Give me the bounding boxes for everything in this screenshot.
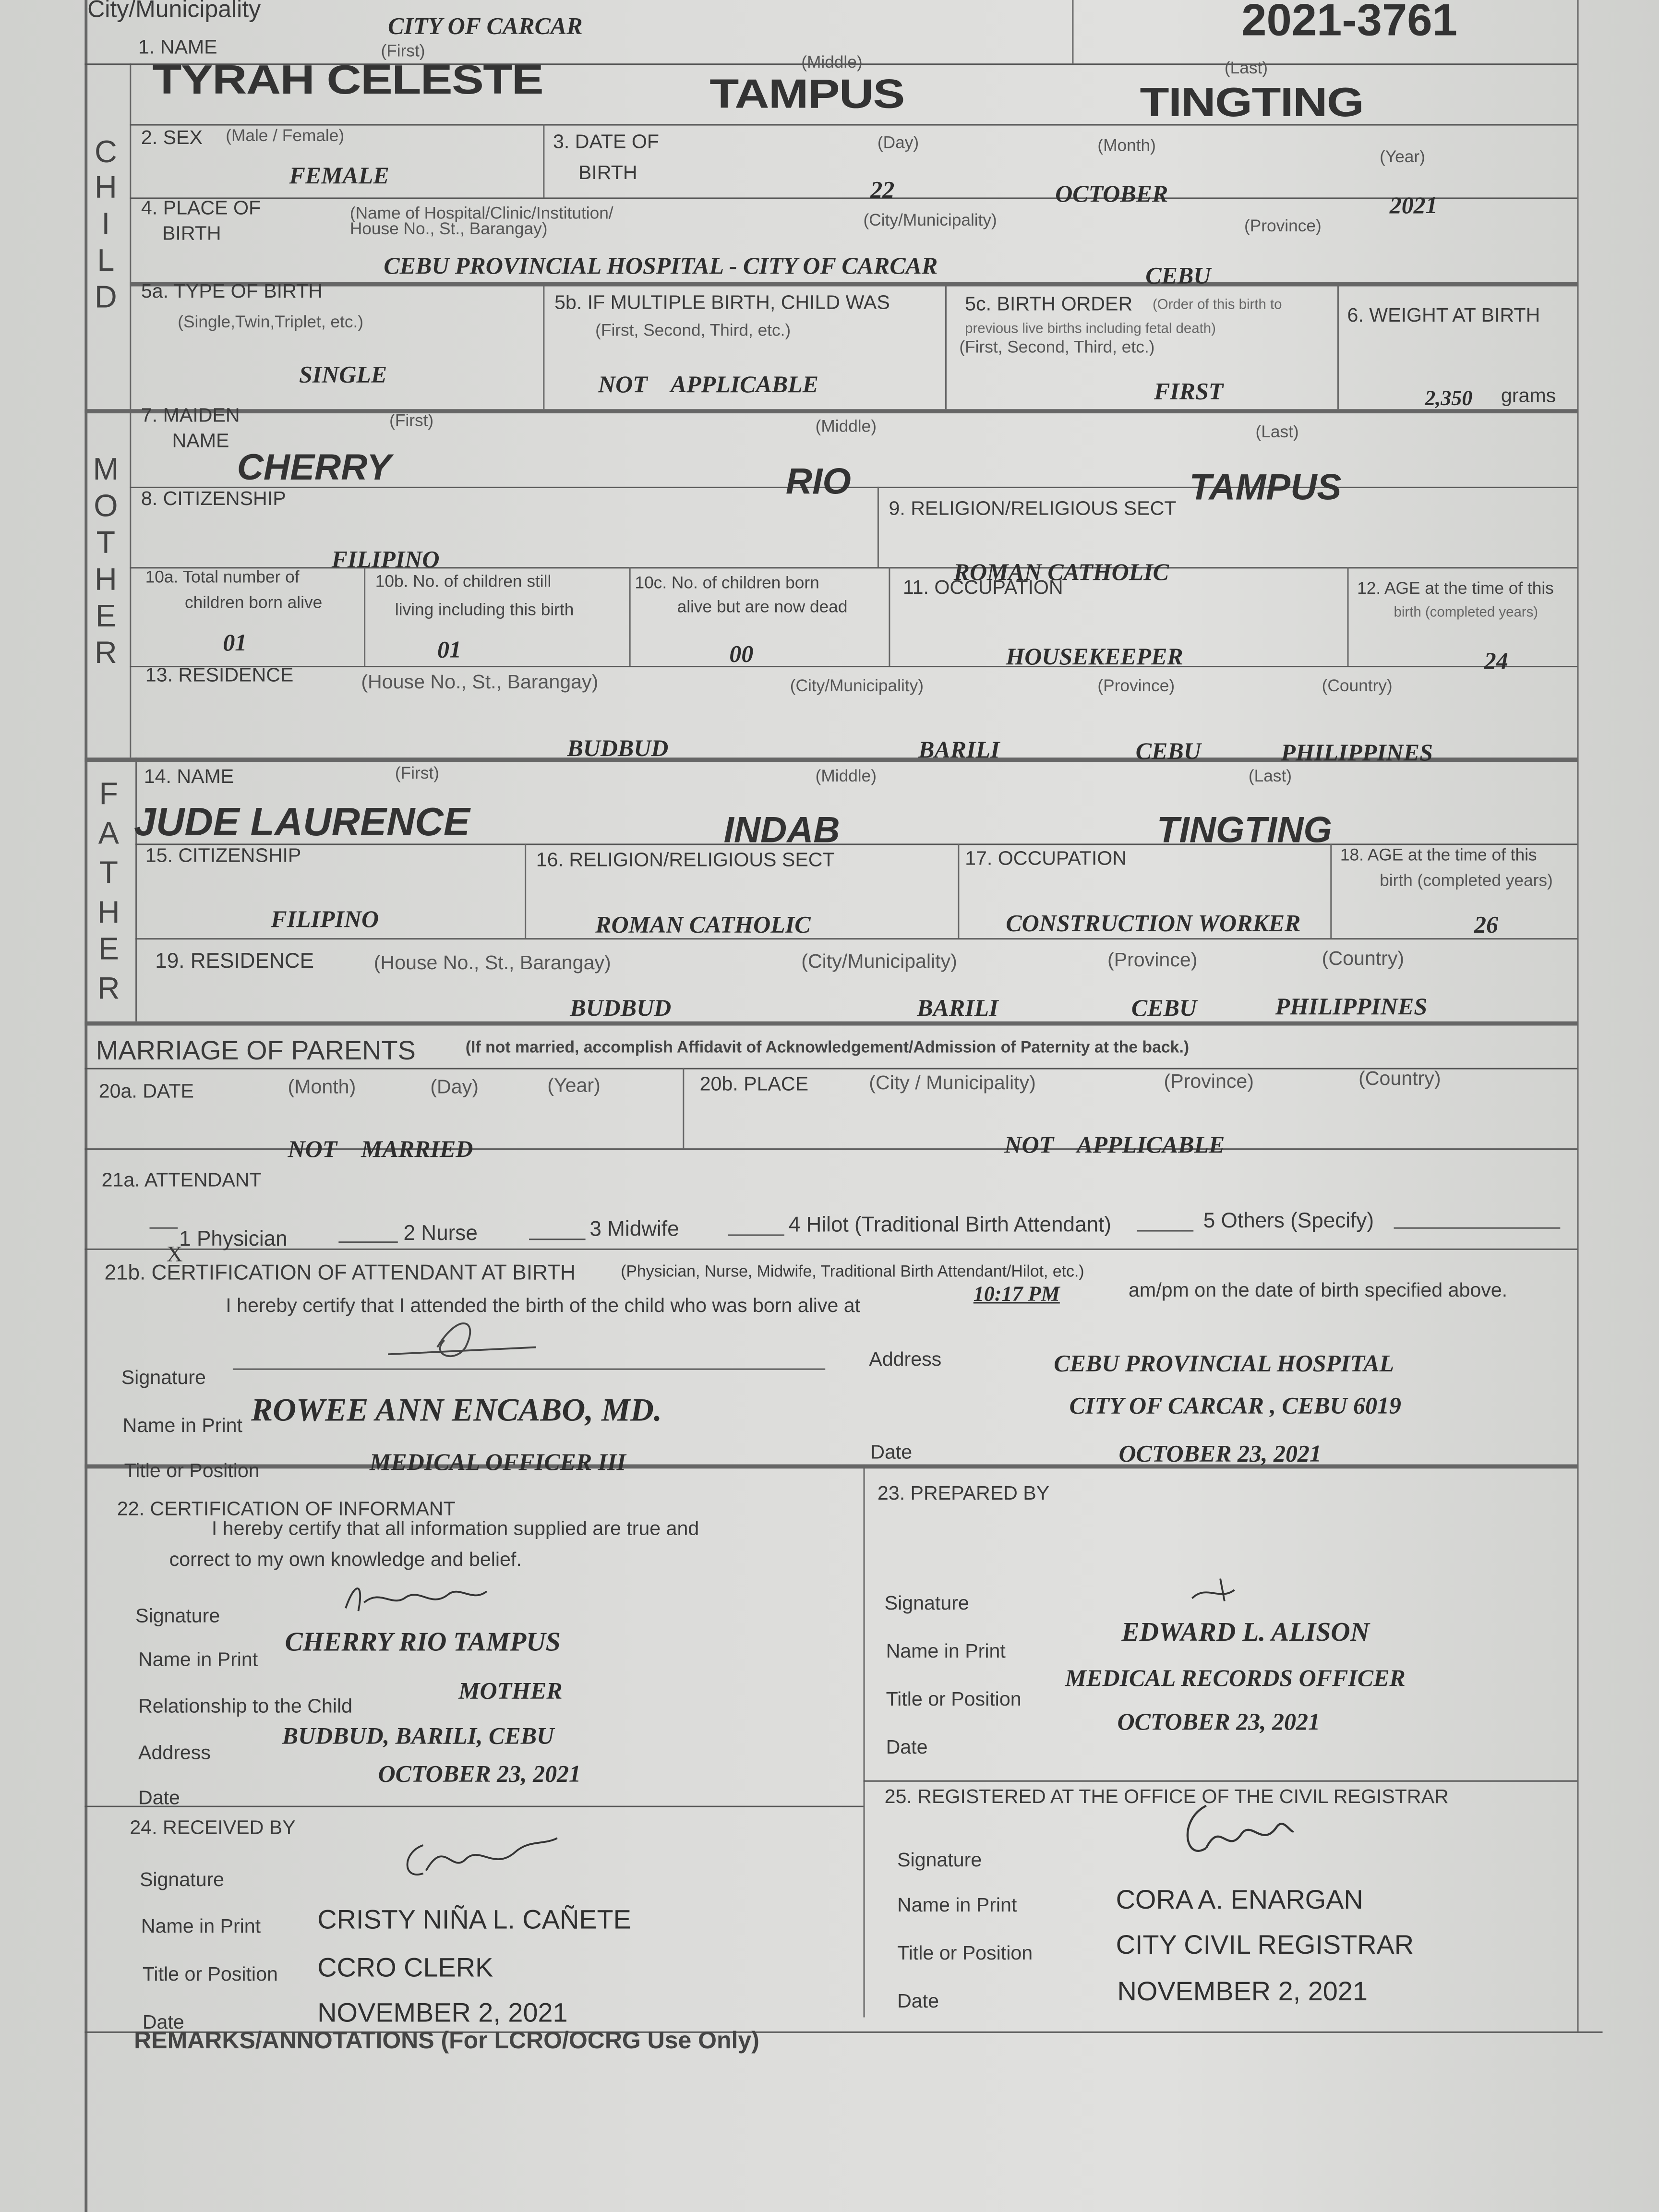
first-label: (First) — [381, 41, 425, 61]
weight-label: 6. WEIGHT AT BIRTH — [1347, 303, 1540, 326]
side-letter: E — [98, 931, 119, 967]
month-label: (Month) — [288, 1075, 356, 1098]
marriage-date-label: 20a. DATE — [98, 1079, 194, 1102]
father-religion: ROMAN CATHOLIC — [595, 911, 811, 938]
marriage-title: MARRIAGE OF PARENTS — [96, 1037, 416, 1067]
rule — [958, 843, 959, 938]
received-by-name: CRISTY NIÑA L. CAÑETE — [317, 1906, 631, 1936]
attendant-option-hilot[interactable]: 4 Hilot (Traditional Birth Attendant) — [788, 1213, 1111, 1238]
date-label: Date — [138, 1786, 180, 1809]
name-in-print-label: Name in Print — [897, 1893, 1017, 1916]
sex-label: 2. SEX — [141, 125, 203, 148]
rule — [130, 197, 1577, 199]
rule — [889, 567, 890, 666]
relationship-label: Relationship to the Child — [138, 1694, 353, 1717]
registered-title: 25. REGISTERED AT THE OFFICE OF THE CIVIL REGISTRAR — [884, 1784, 1449, 1807]
right-border — [1577, 0, 1579, 2032]
mother-citizenship-label: 8. CITIZENSHIP — [141, 486, 286, 509]
pob-city-label: (City/Municipality) — [863, 210, 997, 230]
received-by-position: CCRO CLERK — [317, 1954, 493, 1984]
received-by-signature — [395, 1831, 565, 1888]
marriage-note: (If not married, accomplish Affidavit of Acknowledgement/Admission of Paternity at the back.) — [465, 1039, 1190, 1057]
marriage-place-label: 20b. PLACE — [699, 1072, 809, 1095]
mother-residence-label: 13. RESIDENCE — [145, 663, 294, 686]
father-middle-name: INDAB — [723, 808, 840, 851]
rule — [629, 567, 631, 666]
attendant-label: 21a. ATTENDANT — [101, 1168, 262, 1191]
prepared-by-signature — [1185, 1573, 1256, 1608]
child-sex: FEMALE — [289, 162, 389, 189]
mother-name-label: 7. MAIDEN — [141, 403, 240, 426]
title-label: Title or Position — [124, 1458, 260, 1481]
born-alive-label-2: children born alive — [184, 592, 323, 613]
rule — [1347, 567, 1349, 666]
side-letter: M — [93, 451, 119, 487]
side-letter: H — [97, 894, 120, 930]
last-label: (Last) — [1255, 421, 1299, 442]
middle-label: (Middle) — [815, 766, 877, 786]
father-last-name: TINGTING — [1156, 808, 1332, 851]
side-letter: O — [94, 488, 118, 524]
type-of-birth-label: 5a. TYPE OF BIRTH — [141, 279, 323, 302]
side-letter: L — [97, 242, 115, 278]
prepared-by-title: 23. PREPARED BY — [877, 1481, 1050, 1504]
birth-order-note: (Order of this birth to — [1152, 298, 1282, 313]
pob-hint: (Name of Hospital/Clinic/Institution/ — [349, 203, 613, 223]
registrar-signature — [1178, 1791, 1298, 1869]
certification-hint: (Physician, Nurse, Midwife, Traditional Birth Attendant/Hilot, etc.) — [621, 1264, 1084, 1281]
attendant-option-midwife[interactable]: 3 Midwife — [589, 1217, 679, 1242]
pob-label-2: BIRTH — [162, 221, 221, 244]
mother-last-name: TAMPUS — [1189, 465, 1342, 508]
city-label: (City / Municipality) — [869, 1070, 1036, 1094]
mother-age-label-2: birth (completed years) — [1394, 605, 1539, 621]
attendant-address-2: CITY OF CARCAR , CEBU 6019 — [1069, 1392, 1401, 1419]
pob-hint-2: House No., St., Barangay) — [349, 218, 548, 239]
city-label: City/Municipality — [87, 0, 261, 23]
rule — [864, 1780, 1577, 1782]
rule — [525, 843, 526, 938]
father-occupation-label: 17. OCCUPATION — [965, 846, 1127, 869]
attendant-option-others[interactable]: 5 Others (Specify) — [1203, 1209, 1374, 1233]
rule — [878, 487, 879, 567]
country-label: (Country) — [1322, 675, 1393, 696]
province-label: (Province) — [1164, 1069, 1254, 1092]
father-name-label: 14. NAME — [144, 764, 234, 787]
child-name-label: 1. NAME — [138, 35, 217, 58]
side-letter: I — [101, 206, 110, 241]
father-citizenship-label: 15. CITIZENSHIP — [145, 843, 301, 866]
year-label: (Year) — [547, 1073, 601, 1096]
blank — [1137, 1210, 1194, 1231]
residence-hint: (House No., St., Barangay) — [373, 950, 611, 974]
informant-date: OCTOBER 23, 2021 — [378, 1760, 581, 1788]
informant-address: BUDBUD, BARILI, CEBU — [282, 1722, 554, 1750]
side-letter: T — [99, 854, 119, 890]
rule — [1330, 843, 1332, 938]
signature-label: Signature — [897, 1848, 982, 1871]
weight-unit: grams — [1501, 384, 1556, 407]
blank — [150, 1227, 178, 1229]
father-age: 26 — [1474, 911, 1499, 938]
title-label: Title or Position — [142, 1962, 278, 1985]
name-in-print-label: Name in Print — [122, 1413, 242, 1436]
prepared-by-date: OCTOBER 23, 2021 — [1117, 1708, 1320, 1735]
side-letter: A — [98, 815, 119, 851]
attendant-signature — [381, 1305, 543, 1368]
dob-label: 3. DATE OF — [553, 130, 660, 153]
attendant-date: OCTOBER 23, 2021 — [1118, 1440, 1322, 1467]
name-in-print-label: Name in Print — [886, 1639, 1006, 1662]
province-label: (Province) — [1107, 948, 1198, 971]
date-label: Date — [897, 1989, 939, 2012]
multiple-hint: (First, Second, Third, etc.) — [595, 320, 791, 340]
registry-number: 2021-3761 — [1241, 0, 1457, 46]
pob-province: CEBU — [1145, 262, 1211, 289]
birth-order-note-2: previous live births including fetal death) — [965, 322, 1216, 337]
birth-order: FIRST — [1154, 378, 1224, 405]
side-letter: D — [95, 279, 117, 315]
marriage-place: NOT APPLICABLE — [1004, 1131, 1225, 1158]
children-born-alive: 01 — [223, 629, 247, 656]
header-divider — [1072, 0, 1073, 63]
place-of-birth: CEBU PROVINCIAL HOSPITAL - CITY OF CARCAR — [384, 252, 938, 279]
signature-label: Signature — [139, 1867, 225, 1890]
father-barangay: BUDBUD — [570, 994, 672, 1022]
rule — [130, 666, 1577, 667]
date-label: Date — [142, 2010, 184, 2033]
children-living: 01 — [437, 636, 461, 663]
living-label: 10b. No. of children still — [375, 571, 552, 591]
province-label: (Province) — [1097, 675, 1175, 696]
mother-name-label-2: NAME — [172, 429, 229, 452]
signature-label: Signature — [121, 1365, 206, 1388]
name-in-print-label: Name in Print — [138, 1647, 258, 1671]
side-letter: R — [95, 635, 117, 670]
mother-middle-name: RIO — [785, 460, 851, 503]
attendant-option-physician[interactable]: 1 Physician — [179, 1227, 288, 1251]
name-in-print-label: Name in Print — [141, 1914, 261, 1937]
father-religion-label: 16. RELIGION/RELIGIOUS SECT — [536, 848, 835, 871]
mother-province: CEBU — [1135, 737, 1201, 765]
month-label: (Month) — [1097, 135, 1156, 156]
address-label: Address — [869, 1347, 942, 1370]
country-label: (Country) — [1322, 946, 1405, 969]
rule — [84, 1068, 1577, 1070]
informant-text: I hereby certify that all information supplied are true and — [211, 1516, 699, 1539]
signature-label: Signature — [884, 1591, 969, 1614]
rule — [84, 1806, 863, 1807]
multiple-birth-label: 5b. IF MULTIPLE BIRTH, CHILD WAS — [554, 290, 890, 313]
blank — [529, 1219, 586, 1240]
date-label: Date — [870, 1440, 913, 1463]
rule — [543, 282, 544, 409]
pob-label: 4. PLACE OF — [141, 196, 261, 219]
rule — [84, 1249, 1577, 1250]
rule — [84, 1022, 1577, 1026]
informant-relationship: MOTHER — [458, 1677, 563, 1705]
side-letter: H — [95, 561, 117, 597]
rule — [864, 1464, 865, 2017]
attendant-title: MEDICAL OFFICER III — [369, 1449, 626, 1476]
registrar-position: CITY CIVIL REGISTRAR — [1116, 1931, 1414, 1961]
child-middle-name: TAMPUS — [709, 72, 904, 118]
birth-order-label: 5c. BIRTH ORDER — [965, 292, 1133, 315]
side-letter: C — [95, 134, 117, 169]
title-label: Title or Position — [897, 1941, 1033, 1964]
dob-label-2: BIRTH — [578, 161, 637, 184]
multiple-birth: NOT APPLICABLE — [598, 371, 818, 398]
first-label: (First) — [389, 410, 434, 431]
left-border — [84, 0, 87, 2212]
father-first-name: JUDE LAURENCE — [134, 800, 470, 844]
registrar-name: CORA A. ENARGAN — [1116, 1886, 1363, 1916]
sex-hint: (Male / Female) — [226, 125, 345, 145]
marriage-date: NOT MARRIED — [288, 1135, 473, 1163]
mother-religion-label: 9. RELIGION/RELIGIOUS SECT — [889, 496, 1177, 519]
city-label: (City/Municipality) — [790, 675, 924, 696]
father-country: PHILIPPINES — [1275, 993, 1428, 1020]
father-section-divider — [135, 757, 137, 1022]
selected-mark: X — [166, 1243, 183, 1267]
middle-label: (Middle) — [815, 416, 877, 436]
type-hint: (Single,Twin,Triplet, etc.) — [178, 312, 364, 332]
dead-label-2: alive but are now dead — [677, 597, 848, 617]
prepared-by-name: EDWARD L. ALISON — [1121, 1618, 1370, 1648]
birth-time: 10:17 PM — [973, 1284, 1060, 1307]
side-letter: F — [99, 776, 119, 811]
side-letter: E — [95, 598, 116, 634]
date-label: Date — [886, 1735, 928, 1758]
address-label: Address — [138, 1741, 211, 1764]
dead-label: 10c. No. of children born — [635, 573, 819, 593]
mother-age: 24 — [1484, 647, 1508, 674]
father-age-label: 18. AGE at the time of this — [1340, 845, 1537, 865]
father-age-label-2: birth (completed years) — [1380, 870, 1553, 890]
father-province: CEBU — [1131, 994, 1197, 1022]
mother-religion: ROMAN CATHOLIC — [953, 558, 1169, 586]
father-citizenship: FILIPINO — [271, 905, 379, 933]
day-label: (Day) — [430, 1075, 479, 1098]
pob-province-label: (Province) — [1244, 216, 1322, 236]
certification-title: 21b. CERTIFICATION OF ATTENDANT AT BIRTH — [104, 1261, 576, 1286]
residence-hint: (House No., St., Barangay) — [361, 670, 599, 693]
blank — [728, 1214, 784, 1236]
signature-label: Signature — [135, 1604, 220, 1627]
rule — [543, 124, 544, 198]
remarks-title: REMARKS/ANNOTATIONS (For LCRO/OCRG Use Only) — [134, 2027, 759, 2054]
mother-occupation-label: 11. OCCUPATION — [902, 576, 1063, 599]
child-first-name: TYRAH CELESTE — [152, 58, 543, 103]
blank — [338, 1222, 397, 1243]
rule — [683, 1068, 684, 1149]
title-label: Title or Position — [886, 1687, 1022, 1710]
mother-citizenship: FILIPINO — [331, 546, 440, 573]
birth-day: 22 — [870, 176, 895, 204]
signature-line — [233, 1369, 825, 1370]
certification-text-2: am/pm on the date of birth specified above. — [1129, 1278, 1508, 1301]
middle-label: (Middle) — [801, 52, 863, 72]
side-letter: H — [95, 169, 117, 205]
last-label: (Last) — [1224, 58, 1268, 78]
birth-year: 2021 — [1389, 192, 1438, 219]
rule — [364, 567, 365, 666]
informant-signature — [338, 1577, 493, 1620]
child-last-name: TINGTING — [1140, 80, 1364, 126]
side-letter: R — [97, 970, 120, 1006]
city-value: CITY OF CARCAR — [388, 12, 583, 40]
father-occupation: CONSTRUCTION WORKER — [1006, 910, 1301, 937]
mother-occupation: HOUSEKEEPER — [1006, 643, 1183, 670]
year-label: (Year) — [1380, 146, 1425, 167]
registrar-date: NOVEMBER 2, 2021 — [1117, 1978, 1368, 2008]
rule — [84, 409, 1577, 413]
informant-name: CHERRY RIO TAMPUS — [285, 1628, 561, 1658]
rule — [945, 282, 947, 409]
country-label: (Country) — [1358, 1066, 1441, 1089]
rule — [135, 938, 1577, 939]
first-label: (First) — [395, 763, 439, 783]
mother-city: BARILI — [918, 736, 1000, 763]
attendant-option-nurse[interactable]: 2 Nurse — [403, 1222, 478, 1246]
attendant-name: ROWEE ANN ENCABO, MD. — [251, 1392, 662, 1428]
received-by-date: NOVEMBER 2, 2021 — [317, 1999, 568, 2029]
day-label: (Day) — [877, 132, 919, 153]
prepared-by-position: MEDICAL RECORDS OFFICER — [1065, 1664, 1406, 1692]
side-letter: T — [96, 525, 116, 560]
born-alive-label: 10a. Total number of — [145, 567, 300, 587]
living-label-2: living including this birth — [395, 599, 574, 620]
last-label: (Last) — [1248, 766, 1292, 786]
mother-country: PHILIPPINES — [1281, 739, 1433, 766]
informant-text-2: correct to my own knowledge and belief. — [169, 1547, 522, 1570]
birth-month: OCTOBER — [1055, 180, 1168, 208]
rule — [84, 1464, 1577, 1468]
others-specify-field[interactable] — [1394, 1208, 1561, 1229]
mother-barangay: BUDBUD — [567, 735, 669, 762]
father-residence-label: 19. RESIDENCE — [155, 949, 314, 974]
certification-text: I hereby certify that I attended the birth of the child who was born alive at — [226, 1293, 861, 1316]
father-city: BARILI — [917, 994, 998, 1022]
birth-weight: 2,350 — [1425, 388, 1473, 411]
informant-title: 22. CERTIFICATION OF INFORMANT — [117, 1497, 456, 1520]
mother-first-name: CHERRY — [237, 445, 392, 488]
rule — [130, 282, 1577, 287]
rule — [1337, 282, 1339, 409]
type-of-birth: SINGLE — [299, 361, 387, 388]
attendant-address-1: CEBU PROVINCIAL HOSPITAL — [1054, 1350, 1395, 1377]
children-dead: 00 — [729, 640, 754, 668]
city-label: (City/Municipality) — [801, 949, 957, 972]
mother-age-label: 12. AGE at the time of this — [1357, 578, 1554, 599]
received-by-title: 24. RECEIVED BY — [130, 1815, 296, 1839]
birth-order-hint: (First, Second, Third, etc.) — [959, 337, 1155, 357]
